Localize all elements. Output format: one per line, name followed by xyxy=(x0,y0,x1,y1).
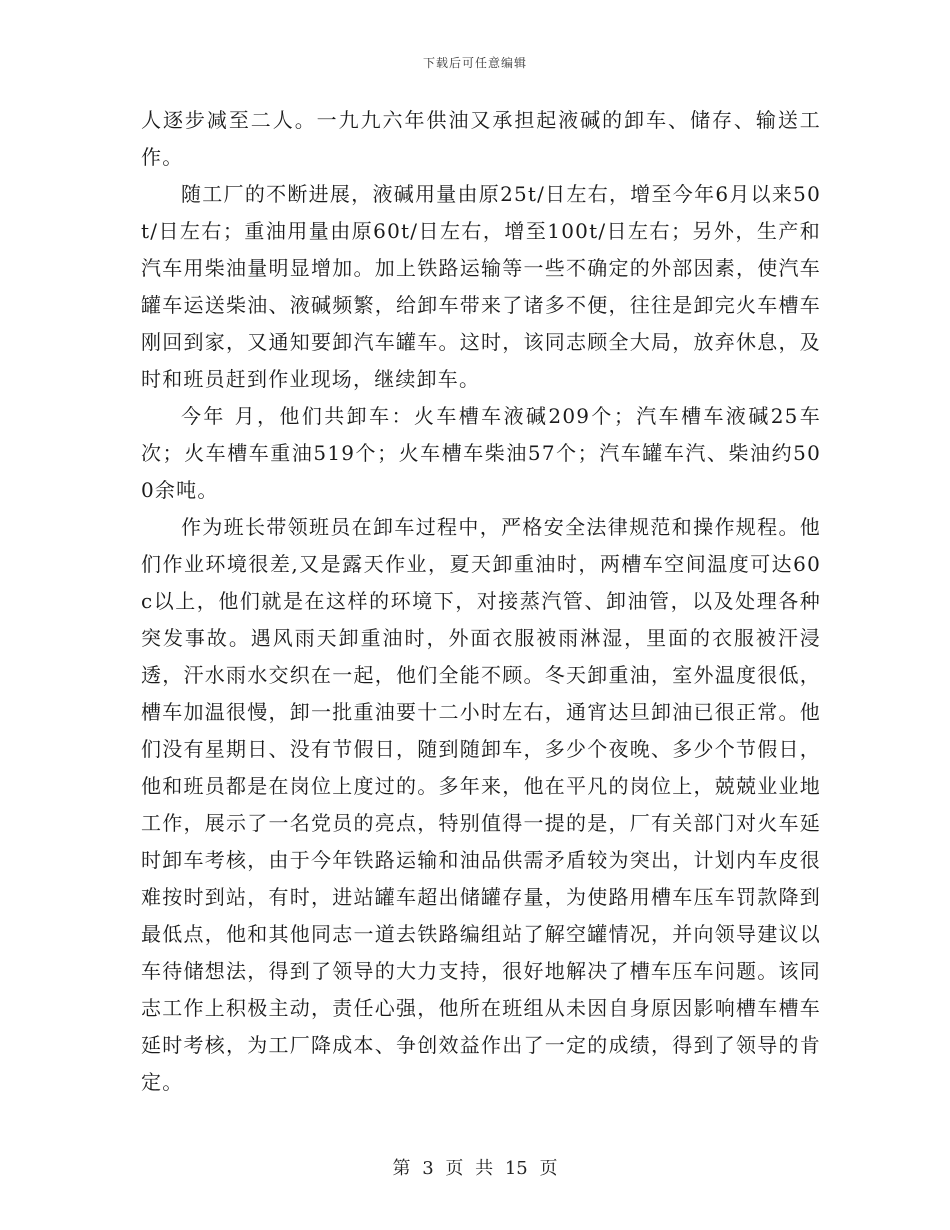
paragraph-team-leader: 作为班长带领班员在卸车过程中，严格安全法律规范和操作规程。他们作业环境很差,又是露天作业，夏天卸重油时，两槽车空间温度可达60c以上，他们就是在这样的环境下，对接蒸汽管、卸油管，以及处理各种突发事故。遇风雨天卸重油时，外面衣服被雨淋湿，里面的衣服被汗浸透，汗水雨水交织在一起，他们全能不顾。冬天卸重油，室外温度很低，槽车加温很慢，卸一批重油要十二小时左右，通宵达旦卸油已很正常。他们没有星期日、没有节假日，随到随卸车，多少个夜晚、多少个节假日，他和班员都是在岗位上度过的。多年来，他在平凡的岗位上，兢兢业业地工作，展示了一名党员的亮点，特别值得一提的是，厂有关部门对火车延时卸车考核，由于今年铁路运输和油品供需矛盾较为突出，计划内车皮很难按时到站，有时，进站罐车超出储罐存量，为使路用槽车压车罚款降到最低点，他和其他同志一道去铁路编组站了解空罐情况，并向领导建议以车待储想法，得到了领导的大力支持，很好地解决了槽车压车问题。该同志工作上积极主动，责任心强，他所在班组从未因自身原因影响槽车槽车延时考核，为工厂降成本、争创效益作出了一定的成绩，得到了领导的肯定。 xyxy=(141,515,821,1094)
page-header: 下载后可任意编辑 xyxy=(422,56,527,70)
page-number: 第 3 页 共 15 页 xyxy=(392,1158,558,1179)
document-body xyxy=(141,102,821,1101)
paragraph-unloading-stats: 今年 月，他们共卸车：火车槽车液碱209个；汽车槽车液碱25车次；火车槽车重油519个；火车槽车柴油57个；汽车罐车汽、柴油约500余吨。 xyxy=(141,404,821,502)
paragraph-usage-growth: 随工厂的不断进展，液碱用量由原25t/日左右，增至今年6月以来50t/日左右；重油用量由原60t/日左右，增至100t/日左右；另外，生产和汽车用柴油量明显增加。加上铁路运输等一些不确定的外部因素，使汽车罐车运送柴油、液碱频繁，给卸车带来了诸多不便，往往是卸完火车槽车刚回到家，又通知要卸汽车罐车。这时，该同志顾全大局，放弃休息，及时和班员赶到作业现场，继续卸车。 xyxy=(141,182,821,391)
paragraph-continuation: 人逐步减至二人。一九九六年供油又承担起液碱的卸车、储存、输送工作。 xyxy=(141,108,821,169)
